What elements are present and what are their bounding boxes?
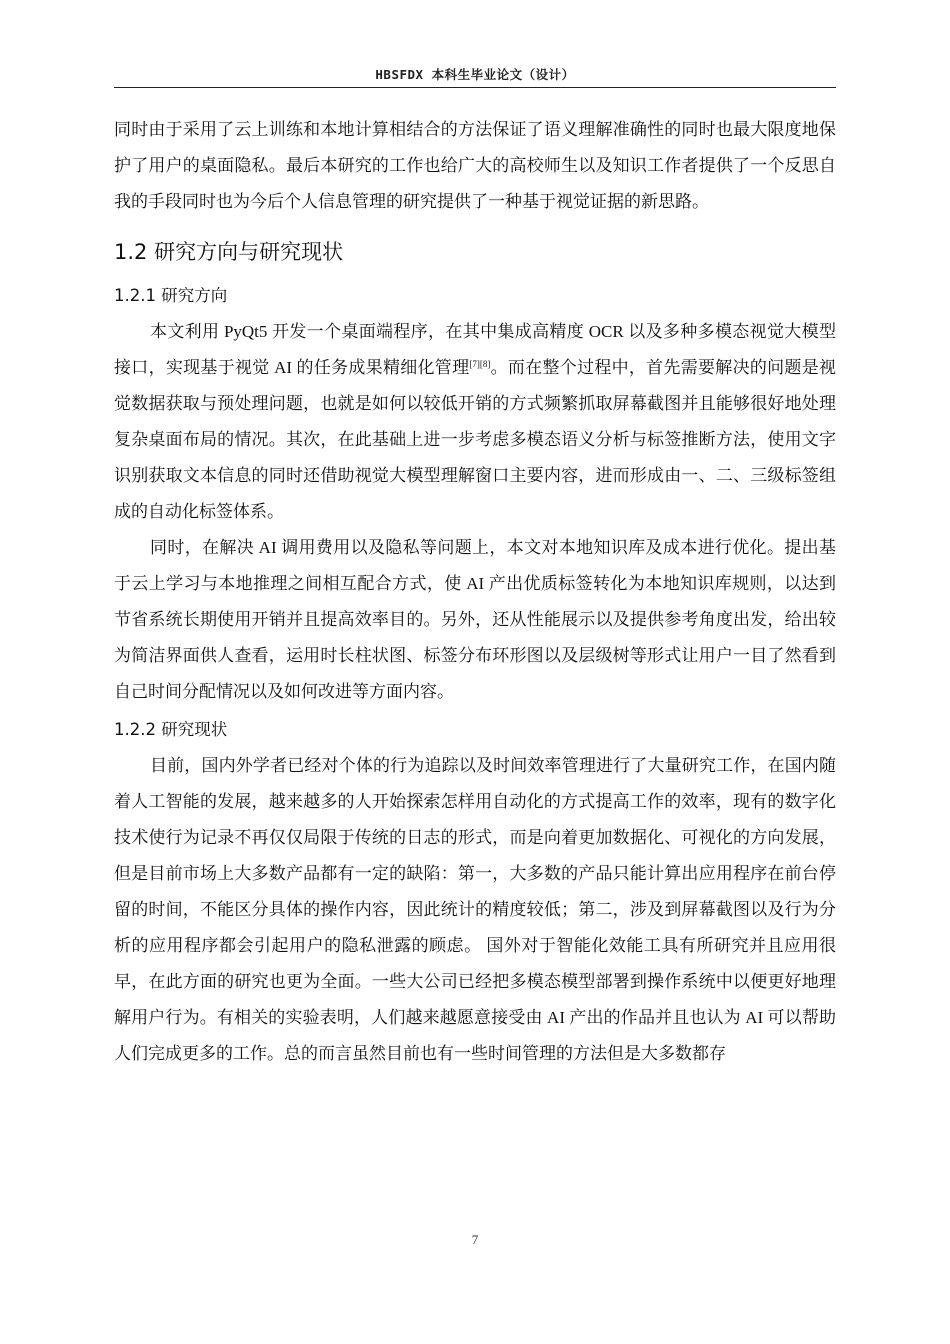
paragraph-intro: 同时由于采用了云上训练和本地计算相结合的方法保证了语义理解准确性的同时也最大限度地保护了用户的桌面隐私。最后本研究的工作也给广大的高校师生以及知识工作者提供了一个反思自我的手段同时也为今后个人信息管理的研究提供了一种基于视觉证据的新思路。 [114,120,836,211]
subsection-heading-research-direction: 1.2.1 研究方向 [114,286,228,305]
paragraph-text: 本文利用 PyQt5 开发一个桌面端程序，在其中集成高精度 OCR 以及多种多模态视觉大模型接口，实现基于视觉 AI 的任务成果精细化管理 [114,322,836,377]
paragraph-text: 。而在整个过程中，首先需要解决的问题是视觉数据获取与预处理问题，也就是如何以较低开销的方式频繁抓取屏幕截图并且能够很好地处理复杂桌面布局的情况。其次，在此基础上进一步考虑多模态语义分析与标签推断方法，使用文字识别获取文本信息的同时还借助视觉大模型理解窗口主要内容，进而形成由一、二、三级标签组成的自动化标签体系。 [114,358,836,521]
page-number: 7 [471,1232,479,1247]
citation: [7][8] [469,359,491,369]
section-heading: 1.2 研究方向与研究现状 [114,240,344,264]
header-rule [114,87,836,88]
paragraph-research-status: 目前，国内外学者已经对个体的行为追踪以及时间效率管理进行了大量研究工作，在国内随着人工智能的发展，越来越多的人开始探索怎样用自动化的方式提高工作的效率，现有的数字化技术使行为记录不再仅仅局限于传统的日志的形式，而是向着更加数据化、可视化的方向发展，但是目前市场上大多数产品都有一定的缺陷：第一，大多数的产品只能计算出应用程序在前台停留的时间，不能区分具体的操作内容，因此统计的精度较低；第二，涉及到屏幕截图以及行为分析的应用程序都会引起用户的隐私泄露的顾虑。 国外对于智能化效能工具有所研究并且应用很早，在此方面的研究也更为全面。一些大公司已经把多模态模型部署到操作系统中以便更好地理解用户行为。有相关的实验表明，人们越来越愿意接受由 AI 产出的作品并且也认为 AI 可以帮助人们完成更多的工作。总的而言虽然目前也有一些时间管理的方法但是大多数都存 [114,756,836,1063]
paragraph-research-direction-2: 同时，在解决 AI 调用费用以及隐私等问题上，本文对本地知识库及成本进行优化。提出基于云上学习与本地推理之间相互配合方式，使 AI 产出优质标签转化为本地知识库规则，以达到节省系统长期使用开销并且提高效率目的。另外，还从性能展示以及提供参考角度出发，给出较为简洁界面供人查看，运用时长柱状图、标签分布环形图以及层级树等形式让用户一目了然看到自己时间分配情况以及如何改进等方面内容。 [114,538,836,701]
running-header: HBSFDX 本科生毕业论文（设计） [375,67,575,82]
page-content [114,112,836,1072]
paragraph-research-direction-1 [114,314,836,530]
subsection-heading-research-status: 1.2.2 研究现状 [114,720,228,739]
